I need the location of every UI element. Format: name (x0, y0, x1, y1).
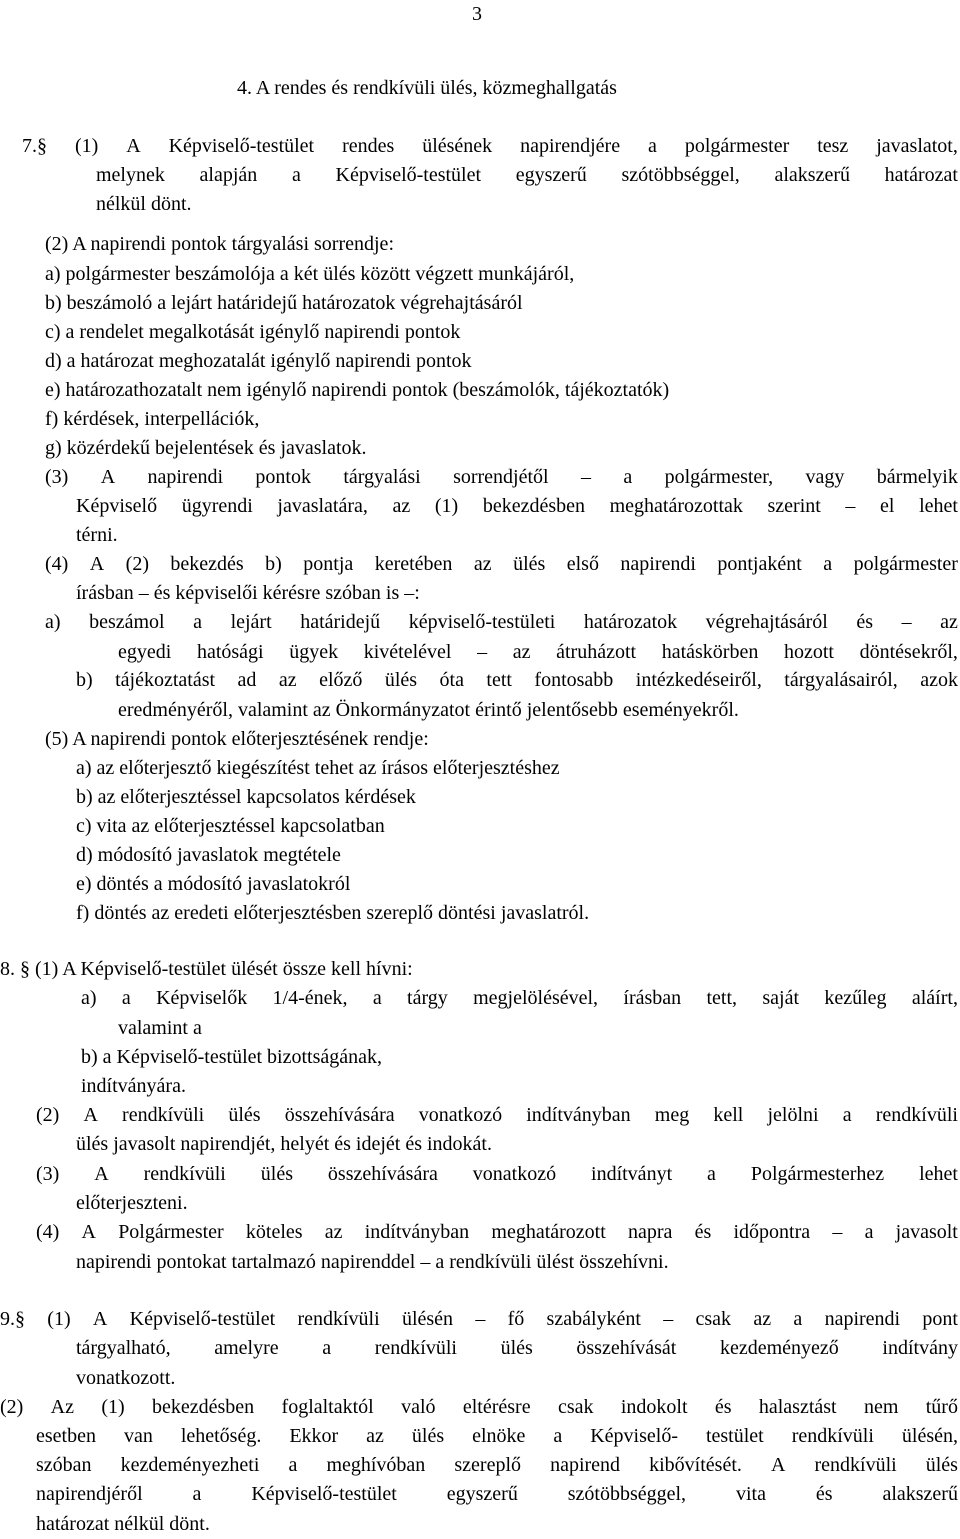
word: saját (762, 987, 800, 1009)
word: – (580, 466, 591, 488)
word: (2) (36, 1104, 60, 1126)
word: 9.§ (0, 1308, 25, 1330)
word: a (648, 135, 657, 157)
word: a (372, 987, 382, 1009)
word: vonatkozó (418, 1104, 503, 1126)
word: pont (922, 1308, 958, 1330)
word: a (193, 611, 203, 633)
text-line (36, 1424, 958, 1448)
word: a (322, 1337, 332, 1359)
text-line: f) kérdések, interpellációk, (45, 408, 260, 430)
word: ügyek (289, 641, 339, 663)
word: alakszerű (774, 164, 850, 186)
word: lehet (919, 495, 958, 517)
word: amelyre (214, 1337, 279, 1359)
text-line: ülés javasolt napirendjét, helyét és idejét és indokát. (76, 1133, 492, 1155)
text-line (76, 668, 958, 692)
text-line: c) vita az előterjesztéssel kapcsolatban (76, 815, 385, 837)
word: napirend (550, 1454, 621, 1476)
word: az (940, 611, 958, 633)
word: szótöbbséggel, (621, 164, 740, 186)
text-line (36, 1220, 958, 1244)
word: a (623, 466, 633, 488)
word: Polgármesterhez (750, 1163, 885, 1185)
word: meg (654, 1104, 690, 1126)
word: ülés (260, 1163, 293, 1185)
word: és (856, 611, 874, 633)
text-line (76, 494, 958, 518)
word: javasolt (895, 1221, 958, 1243)
word: Képviselő-testület (251, 1483, 397, 1505)
word: az (324, 1221, 343, 1243)
text-line (118, 640, 958, 664)
word: az (753, 1308, 772, 1330)
text-line (0, 1395, 958, 1419)
word: a (291, 164, 301, 186)
word: napirendi (147, 466, 224, 488)
word: a) (45, 611, 61, 633)
word: foglaltaktól (281, 1396, 374, 1418)
word: – (475, 1308, 486, 1330)
word: A (81, 1221, 96, 1243)
word: a (553, 1425, 563, 1447)
word: köteles (245, 1221, 303, 1243)
word: – (901, 611, 912, 633)
text-line: g) közérdekű bejelentések és javaslatok. (45, 437, 367, 459)
word: eltérésre (462, 1396, 531, 1418)
text-line: e) döntés a módosító javaslatokról (76, 873, 351, 895)
word: megjelölésével, (473, 987, 599, 1009)
text-line: e) határozathozatalt nem igénylő napirendi pontok (beszámolók, tájékoztatók) (45, 379, 670, 401)
word: Képviselő-testület (335, 164, 482, 186)
word: (4) (36, 1221, 60, 1243)
section-title: 4. A rendes és rendkívüli ülés, közmeghallgatás (237, 77, 617, 99)
word: tesz (817, 135, 849, 157)
word: ülésének (422, 135, 493, 157)
word: a (823, 553, 833, 575)
word: szabályként (546, 1308, 641, 1330)
word: a (288, 1454, 298, 1476)
word: A (83, 1104, 98, 1126)
word: alapján (199, 164, 258, 186)
word: és (815, 1483, 833, 1505)
text-line: d) a határozat meghozatalát igénylő napirendi pontok (45, 350, 472, 372)
word: (2) (0, 1396, 24, 1418)
word: való (401, 1396, 436, 1418)
word: testület (705, 1425, 764, 1447)
word: meghatározott (491, 1221, 606, 1243)
word: halasztást (758, 1396, 837, 1418)
word: fő (507, 1308, 525, 1330)
word: rendkívüli (122, 1104, 205, 1126)
word: keretében (374, 553, 453, 575)
word: határozatok (583, 611, 678, 633)
word: sorrendjétől (453, 466, 549, 488)
word: az (392, 495, 411, 517)
word: rendkívüli (814, 1454, 897, 1476)
word: rendkívüli (791, 1425, 874, 1447)
word: az (512, 641, 531, 663)
word: rendkívüli (374, 1337, 457, 1359)
word: aláírt, (911, 987, 958, 1009)
text-line (36, 1103, 958, 1127)
word: Képviselő (76, 495, 158, 517)
word: Képviselő-testület (168, 135, 315, 157)
word: Képviselő- (590, 1425, 678, 1447)
word: ülés (384, 669, 418, 691)
word: Képviselők (156, 987, 248, 1009)
word: (1) (101, 1396, 125, 1418)
word: (2) (125, 553, 149, 575)
word: a (707, 1163, 716, 1185)
text-line: a) az előterjesztő kiegészítést tehet az írásos előterjesztéshez (76, 757, 560, 779)
word: – (832, 1221, 843, 1243)
word: Polgármester (118, 1221, 224, 1243)
page-number: 3 (472, 3, 482, 25)
word: határozat (884, 164, 958, 186)
word: A (770, 1454, 786, 1476)
text-line: c) a rendelet megalkotását igénylő napirendi pontok (45, 321, 461, 343)
word: kibővítését. (649, 1454, 742, 1476)
word: esetben (36, 1425, 96, 1447)
word: – (663, 1308, 674, 1330)
word: szóban (36, 1454, 92, 1476)
word: (3) (36, 1163, 60, 1185)
word: tett, (706, 987, 738, 1009)
word: kezűleg (824, 987, 887, 1009)
text-line: 8. § (1) A Képviselő-testület ülését össze kell hívni: (0, 958, 413, 980)
word: (1) (74, 135, 99, 157)
word: indítványt (591, 1163, 673, 1185)
text-line: eredményéről, valamint az Önkormányzatot érintő jelentősebb eseményekről. (118, 699, 739, 721)
text-line: vonatkozott. (76, 1367, 176, 1389)
word: tűrő (925, 1396, 958, 1418)
word: döntésekről, (859, 641, 958, 663)
word: a (864, 1221, 874, 1243)
text-line: napirendi pontokat tartalmazó napirenddel – a rendkívüli ülést összehívni. (76, 1251, 669, 1273)
word: vonatkozó (472, 1163, 557, 1185)
text-line: b) az előterjesztéssel kapcsolatos kérdések (76, 786, 416, 808)
word: polgármester, (664, 466, 774, 488)
text-line: f) döntés az eredeti előterjesztésben szereplő döntési javaslatról. (76, 902, 590, 924)
word: jelölni (767, 1104, 819, 1126)
word: kell (713, 1104, 744, 1126)
word: A (100, 466, 116, 488)
word: előző (319, 669, 363, 691)
word: bekezdésben (482, 495, 585, 517)
text-line: (2) A napirendi pontok tárgyalási sorrendje: (45, 233, 394, 255)
text-line: valamint a (118, 1017, 202, 1039)
word: hatáskörben (661, 641, 759, 663)
word: indítvány (882, 1337, 958, 1359)
word: az (473, 553, 492, 575)
word: Az (50, 1396, 74, 1418)
word: átruházott (556, 641, 637, 663)
word: lehet (919, 1163, 958, 1185)
word: – (845, 495, 856, 517)
word: ülés (500, 1337, 533, 1359)
word: indítványban (364, 1221, 470, 1243)
word: az (278, 669, 297, 691)
text-line: d) módosító javaslatok megtétele (76, 844, 341, 866)
word: hatósági (196, 641, 264, 663)
word: kezdeményezheti (120, 1454, 260, 1476)
word: napirendi (620, 553, 696, 575)
word: összehívását (576, 1337, 677, 1359)
text-line: b) beszámoló a lejárt határidejű határozatok végrehajtásáról (45, 292, 523, 314)
word: 1/4-ének, (272, 987, 348, 1009)
word: rendkívüli (297, 1308, 380, 1330)
word: egyszerű (515, 164, 587, 186)
word: tett (486, 669, 512, 691)
word: bármelyik (876, 466, 958, 488)
text-line (0, 1307, 958, 1331)
word: intézkedéseiről, (635, 669, 762, 691)
text-line (36, 1162, 958, 1186)
word: A (89, 553, 105, 575)
word: A (94, 1163, 109, 1185)
word: a (192, 1483, 202, 1505)
word: ad (237, 669, 257, 691)
word: indítványban (526, 1104, 631, 1126)
word: ülés (925, 1454, 958, 1476)
word: írásban (623, 987, 682, 1009)
word: csak (695, 1308, 732, 1330)
text-line: a) polgármester beszámolója a két ülés között végzett munkájáról, (45, 263, 575, 285)
word: bekezdésben (152, 1396, 255, 1418)
word: az (366, 1425, 384, 1447)
word: fontosabb (534, 669, 614, 691)
word: összehívására (284, 1104, 395, 1126)
word: napirendjéről (36, 1483, 143, 1505)
word: végrehajtásáról (705, 611, 828, 633)
word: meghívóban (326, 1454, 426, 1476)
text-line (22, 134, 958, 158)
word: bekezdés (170, 553, 244, 575)
word: napirendi (824, 1308, 901, 1330)
text-line: b) a Képviselő-testület bizottságának, (81, 1046, 383, 1068)
text-line (81, 986, 958, 1010)
word: és (694, 1221, 712, 1243)
word: azok (920, 669, 958, 691)
word: tájékoztatást (115, 669, 216, 691)
word: A (92, 1308, 108, 1330)
word: beszámol (89, 611, 165, 633)
word: a (121, 987, 131, 1009)
word: polgármester (853, 553, 958, 575)
word: elnöke (472, 1425, 526, 1447)
word: tárgyalásairól, (784, 669, 898, 691)
text-line: előterjeszteni. (76, 1192, 188, 1214)
word: rendkívüli (875, 1104, 958, 1126)
word: indokolt (620, 1396, 688, 1418)
word: óta (439, 669, 464, 691)
word: tárgyalható, (76, 1337, 171, 1359)
text-line: (5) A napirendi pontok előterjesztésének rendje: (45, 728, 429, 750)
word: rendes (342, 135, 395, 157)
word: összehívására (327, 1163, 438, 1185)
word: napra (628, 1221, 673, 1243)
word: képviselő-testületi (408, 611, 556, 633)
word: b) (76, 669, 93, 691)
word: nem (863, 1396, 899, 1418)
word: javaslatot, (876, 135, 958, 157)
word: csak (557, 1396, 594, 1418)
word: és (714, 1396, 732, 1418)
word: a (793, 1308, 803, 1330)
word: javaslatára, (277, 495, 368, 517)
word: pontja (303, 553, 354, 575)
word: pontok (255, 466, 311, 488)
word: lejárt (230, 611, 272, 633)
text-line (76, 1336, 958, 1360)
word: melynek (96, 164, 165, 186)
text-line: indítványára. (81, 1075, 186, 1097)
word: ülésén (401, 1308, 454, 1330)
word: rendkívüli (143, 1163, 226, 1185)
word: vita (735, 1483, 766, 1505)
word: ülés (513, 553, 546, 575)
word: egyedi (118, 641, 172, 663)
word: ülés (228, 1104, 261, 1126)
word: (4) (45, 553, 69, 575)
word: tárgyalási (343, 466, 421, 488)
word: polgármester (684, 135, 790, 157)
word: tárgy (407, 987, 448, 1009)
text-line (96, 163, 958, 187)
word: 7.§ (22, 135, 47, 157)
word: szerint (767, 495, 821, 517)
word: kivételével (363, 641, 452, 663)
text-line: térni. (76, 524, 118, 546)
text-line: írásban – és képviselői kérésre szóban is –: (76, 582, 420, 604)
text-line (45, 465, 958, 489)
word: ügyrendi (181, 495, 253, 517)
word: időpontra (733, 1221, 811, 1243)
word: alakszerű (882, 1483, 958, 1505)
word: első (566, 553, 599, 575)
word: pontjaként (717, 553, 802, 575)
word: (1) (47, 1308, 71, 1330)
word: (1) (434, 495, 459, 517)
word: a (842, 1104, 852, 1126)
word: lehetőség. (180, 1425, 262, 1447)
text-line (36, 1453, 958, 1477)
word: kezdeményező (719, 1337, 839, 1359)
word: (3) (45, 466, 69, 488)
word: Ekkor (289, 1425, 339, 1447)
word: meghatározottak (609, 495, 743, 517)
text-line (45, 552, 958, 576)
word: – (477, 641, 488, 663)
word: ülés (411, 1425, 445, 1447)
word: napirendjére (520, 135, 621, 157)
word: b) (265, 553, 282, 575)
word: A (126, 135, 141, 157)
text-line (36, 1482, 958, 1506)
word: hozott (783, 641, 834, 663)
word: el (880, 495, 895, 517)
text-line: határozat nélkül dönt. (36, 1513, 210, 1535)
word: Képviselő-testület (129, 1308, 276, 1330)
text-line: nélkül dönt. (96, 193, 192, 215)
word: határidejű (300, 611, 381, 633)
word: van (123, 1425, 153, 1447)
word: egyszerű (446, 1483, 518, 1505)
word: szereplő (454, 1454, 522, 1476)
word: a) (81, 987, 97, 1009)
word: vagy (805, 466, 845, 488)
word: szótöbbséggel, (567, 1483, 687, 1505)
text-line (45, 610, 958, 634)
word: ülésén, (901, 1425, 958, 1447)
